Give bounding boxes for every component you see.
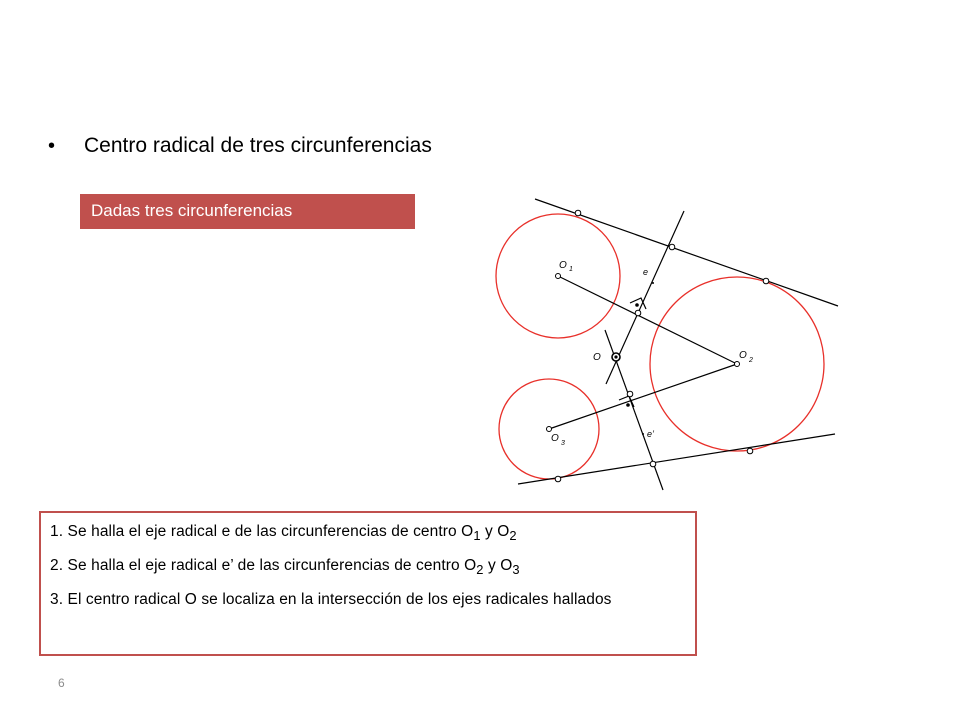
axis-point-e — [635, 310, 641, 316]
label-axis-e-prime: e’ — [647, 429, 655, 439]
title-text: Centro radical de tres circunferencias — [84, 134, 432, 157]
tangent-point-4 — [555, 476, 561, 482]
step-2-mid: y O — [483, 557, 513, 575]
step-1-mid: y O — [480, 523, 510, 540]
tangent-point-2 — [763, 278, 769, 284]
bullet-icon: • — [48, 134, 56, 157]
step-2-text: 2. Se halla el eje radical e’ de las circunferencias de centro O — [50, 557, 477, 575]
label-o3: O — [551, 433, 559, 444]
axis-point-e-prime — [627, 391, 633, 397]
page-number: 6 — [58, 676, 65, 690]
step-1-sub-b: 2 — [509, 528, 517, 544]
steps-box — [39, 511, 697, 656]
tangent-point-6 — [650, 461, 656, 467]
radical-center-dot — [614, 355, 617, 358]
label-radical-center: O — [593, 352, 601, 363]
step-3 — [50, 589, 685, 611]
step-3-text: 3. El centro radical O se localiza en la intersección de los ejes radicales hallados — [50, 591, 612, 609]
step-1-sub-a: 1 — [473, 528, 481, 544]
step-2 — [50, 555, 685, 581]
tangent-point-5 — [747, 448, 753, 454]
step-2-sub-b: 3 — [512, 562, 520, 578]
label-o2: O — [739, 350, 747, 361]
label-o1: O — [559, 260, 567, 271]
axis-e-prime-dot — [642, 433, 644, 435]
axis-e-dot — [652, 282, 654, 284]
center-line-o2-o3 — [549, 364, 737, 429]
tangent-bottom — [518, 434, 835, 484]
label-o3-sub: 3 — [561, 440, 565, 447]
point-center-o2 — [735, 362, 740, 367]
step-2-sub-a: 2 — [476, 562, 484, 578]
point-center-o3 — [547, 427, 552, 432]
tangent-point-1 — [575, 210, 581, 216]
subtitle-text: Dadas tres circunferencias — [91, 201, 293, 220]
step-1-text: 1. Se halla el eje radical e de las circunferencias de centro O — [50, 523, 474, 540]
tangent-point-3 — [669, 244, 675, 250]
step-1 — [50, 521, 685, 547]
center-line-o1-o2 — [558, 276, 737, 364]
label-o1-sub: 1 — [569, 266, 573, 273]
label-axis-e: e — [643, 267, 649, 277]
label-o2-sub: 2 — [749, 357, 753, 364]
point-center-o1 — [556, 274, 561, 279]
